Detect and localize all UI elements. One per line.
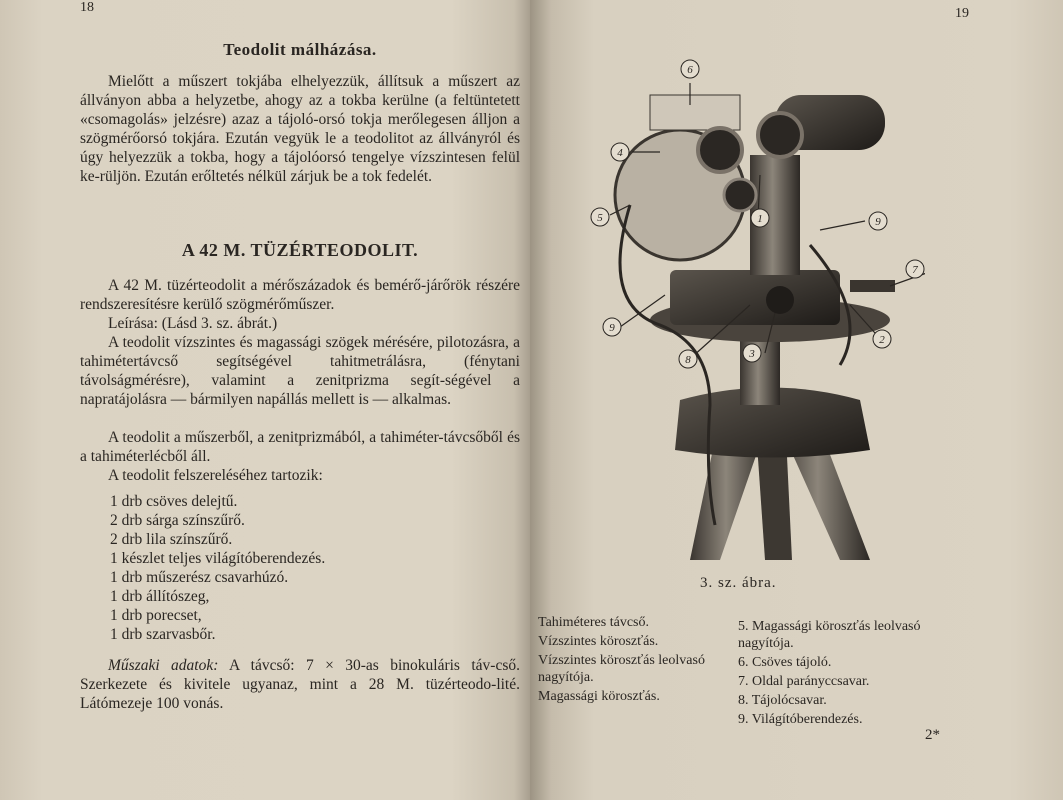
- legend-item: Tahiméteres távcső.: [538, 615, 649, 630]
- paragraph-parts: [80, 428, 520, 466]
- alidade-base: [670, 270, 840, 325]
- tube-compass: [650, 95, 740, 130]
- paragraph-uses: [80, 333, 520, 409]
- figure-label-8: 8: [685, 354, 691, 366]
- legend-item: 6. Csöves tájoló.: [738, 655, 832, 670]
- list-item: 2 drb lila színszűrő.: [110, 531, 233, 548]
- figure-label-6: 6: [687, 64, 693, 76]
- legend-item: 5. Magassági köroszťás leolvasó nagyítója.: [738, 619, 921, 651]
- figure-legend-left: [538, 614, 728, 707]
- figure-label-9b: 9: [609, 322, 615, 334]
- list-item: 1 készlet teljes világítóberendezés.: [110, 550, 326, 567]
- knob: [766, 286, 794, 314]
- paragraph-technical-wrap: [80, 656, 520, 713]
- equipment-list: [110, 492, 490, 644]
- paragraph-description: [80, 314, 520, 333]
- reading-magnifier: [724, 179, 756, 211]
- paragraph-uses-text: A teodolit vízszintes és magassági szögek mérésére, pilotozásra, a tahimétertávcső segítségével tahitmetrálásra, (fénytani távolságmérésre), valamint a zenitprizma segít-ségével a napratájolásra — bármilyen napállás mellett is — alkalmas.: [80, 334, 520, 408]
- paragraph-equipment-intro-text: A teodolit felszereléséhez tartozik:: [108, 467, 323, 484]
- list-item: 1 drb műszerész csavarhúzó.: [110, 569, 289, 586]
- paragraph-intro-text: A 42 M. tüzérteodolit a mérőszázadok és bemérő-járőrök részére rendszeresítésre kerülő szögmérőműszer.: [80, 277, 520, 313]
- theodolite-figure: [570, 55, 925, 560]
- right-page: [530, 0, 1063, 800]
- legend-item: 9. Világítóberendezés.: [738, 712, 863, 727]
- figure-label-2: 2: [879, 334, 885, 346]
- legend-item: Vízszintes köroszťás leolvasó nagyítója.: [538, 653, 705, 685]
- list-item: 1 drb szarvasbőr.: [110, 626, 216, 643]
- section-title-theodolite: A 42 M. TÜZÉRTEODOLIT.: [181, 240, 419, 260]
- figure-label-5: 5: [597, 212, 603, 224]
- figure-label-3: 3: [749, 348, 755, 360]
- page-number-right: 19: [955, 6, 969, 21]
- paragraph-description-text: Leírása: (Lásd 3. sz. ábrát.): [108, 315, 278, 332]
- technical-text: A távcső: 7 × 30-as binokuláris táv-cső. Szerkezete és kivitele ugyanaz, mint a 28 M. tüzérteodo-lité. Látómezeje 100 vonás.: [80, 657, 520, 712]
- paragraph-equipment-intro: [80, 466, 520, 485]
- legend-item: Vízszintes köroszťás.: [538, 634, 659, 649]
- eyepiece-right: [758, 113, 802, 157]
- legend-item: Magassági köroszťás.: [538, 689, 660, 704]
- paragraph-parts-text: A teodolit a műszerből, a zenitprizmából, a tahiméter-távcsőből és a tahiméterlécből áll.: [80, 429, 520, 465]
- list-item: 2 drb sárga színszűrő.: [110, 512, 245, 529]
- list-item: 1 drb állítószeg,: [110, 588, 210, 605]
- technical-label: Műszaki adatok:: [108, 657, 219, 674]
- paragraph-technical: [80, 656, 520, 713]
- list-item: 1 drb csöves delejtű.: [110, 493, 238, 510]
- paragraph-packing: [80, 72, 520, 186]
- legend-item: 7. Oldal parányccsavar.: [738, 674, 870, 689]
- figure-caption: 3. sz. ábra.: [700, 575, 777, 591]
- eyepiece-left: [698, 128, 742, 172]
- legend-item: 8. Tájolócsavar.: [738, 693, 827, 708]
- figure-legend-right: [738, 618, 978, 730]
- page-number-left: 18: [80, 0, 94, 15]
- list-item: 1 drb porecset,: [110, 607, 202, 624]
- fine-screw: [850, 280, 895, 292]
- signature-mark: 2*: [925, 727, 940, 743]
- left-page: [0, 0, 530, 800]
- section-title-packing: Teodolit málházása.: [223, 40, 377, 59]
- figure-label-1: 1: [757, 213, 763, 225]
- paragraph-intro: [80, 276, 520, 314]
- figure-label-7: 7: [912, 264, 918, 276]
- figure-label-4: 4: [617, 147, 623, 159]
- paragraph-packing-text: Mielőtt a műszert tokjába elhelyezzük, állítsuk a műszert az állványon abba a helyzetbe, ahogy az a tokba kerülne (a feltüntetett «csomagolás» jelzésre) azaz a tájoló-orsó tokja merőlegesen álljon a szögmérőorsó tokjára. Ezután vegyük le a teodolitot az állványról és úgy helyezzük a tokba, hogy a tájolóorsó tengelye vízszintesen felül ke-rüljön. Ezután erőltetés nélkül zárjuk be a tok fedelét.: [80, 73, 520, 185]
- figure-label-9: 9: [875, 216, 881, 228]
